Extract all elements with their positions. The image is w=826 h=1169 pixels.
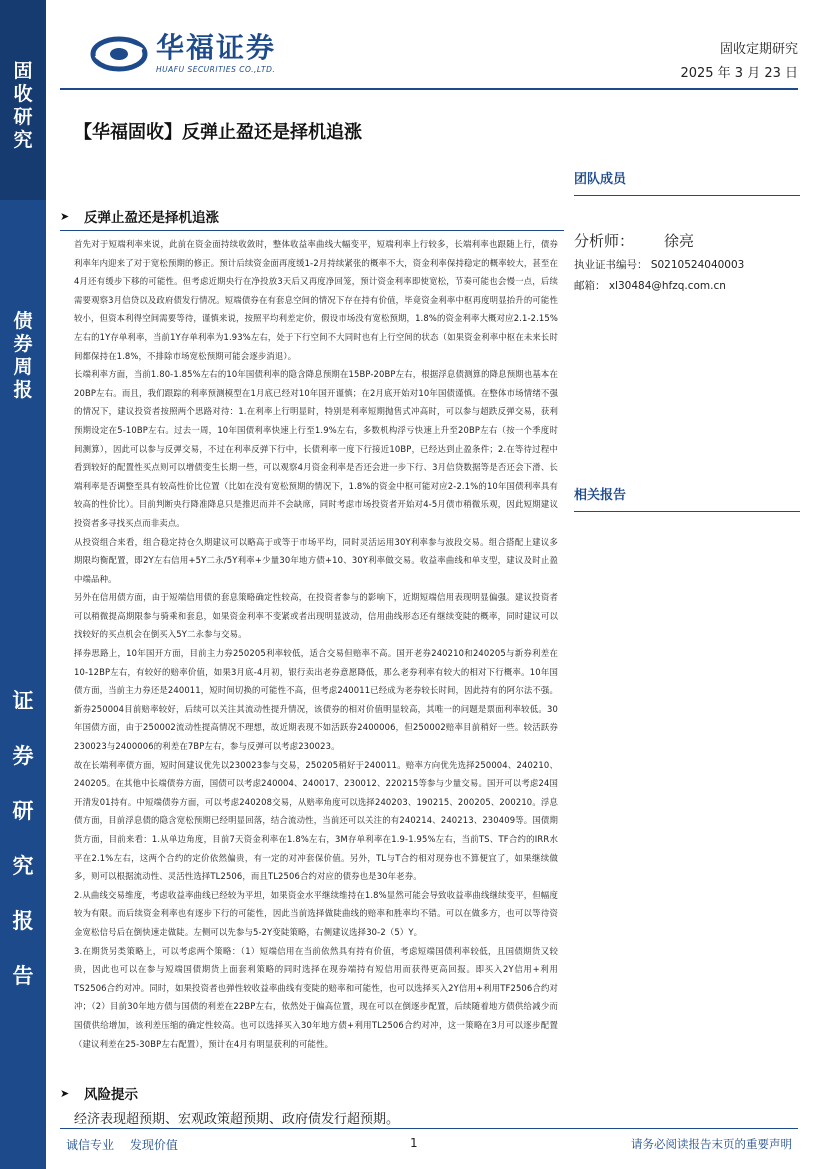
logo-english-name: HUAFU SECURITIES CO.,LTD. (156, 65, 276, 74)
report-date: 2025 年 3 月 23 日 (680, 66, 798, 81)
team-heading: 团队成员 (574, 168, 800, 196)
logo-swirl-icon (90, 34, 148, 74)
paragraph: 另外在信用债方面，由于短端信用债的套息策略确定性较高，在投资者参与的影响下，近期短端信用表现明显偏强。建议投资者可以稍微提高期限参与骑乘和套息，如果资金利率不变紧或者出现明显波动，信用曲线形态还有继续变陡的概率，同时建议可以找较好的买点机会在倒买入5Y二永参与交易。 (74, 592, 558, 640)
paragraph: 首先对于短端利率来说，此前在资金面持续收敛时，整体收益率曲线大幅变平，短端利率上行较多，长端利率也跟随上行，债券利率年内迎来了对于宽松预期的修正。预计后续资金面再度缓1-2月持续紧张的概率不大，资金利率保持稳定的概率较大，甚至在4月还有缓步下移的可能性。但考虑近期央行在净投放3天后又再度净回笼，预计资金利率即使宽松，节奏可能也会慢一点，后续需要观察3月信贷以及政府债发行情况。短端债券在有套息空间的情况下存在持有价值，毕竟资金利率中枢再度明显抬升的可能性较小，但资本利得空间需要等待，谨慎来说，按照平均利差定价，假设市场没有宽松预期，1.8%的资金利率大概对应2.1-2.15%左右的1Y存单利率，当前1Y存单利率为1.93%左右，处于下行空间不大同时也有上行空间的状态（如果资金利率中枢在未来长时间都保持在1.8%，不排除市场宽松预期可能会逐步消退）。 (74, 239, 558, 361)
sidebar-label-bond-weekly: 债 券 周 报 (13, 310, 33, 401)
analyst-email[interactable]: 邮箱： xl30484@hfzq.com.cn (574, 280, 726, 292)
risk-heading (60, 1083, 564, 1103)
analyst-certificate: 执业证书编号： S0210524040003 (574, 259, 745, 271)
main-section (60, 206, 564, 1053)
footer-slogan: 诚信专业 发现价值 (66, 1138, 178, 1152)
page-number: 1 (410, 1136, 418, 1150)
sidebar-label-research-report: 证 券 研 究 报 告 (12, 688, 34, 988)
paragraph: 2.从曲线交易维度，考虑收益率曲线已经较为平坦，如果资金水平继续维持在1.8%显然可能会导致收益率曲线继续变平，但幅度较为有限。而后续资金利率也有逐步下行的可能性，因此当前选择做陡曲线的赔率和胜率均不错。可以在做多方，也可以等待资金宽松信号后在倒快速走做陡。左侧可以先参与5-2Y变陡策略，右侧建议选择30-2（5）Y。 (74, 889, 558, 937)
company-logo (90, 31, 277, 74)
arrow-bullet-icon: ➤ (60, 209, 70, 223)
report-category: 固收定期研究 (719, 42, 798, 57)
header-divider (60, 88, 798, 90)
paragraph: 从投资组合来看，组合稳定持仓久期建议可以略高于或等于市场平均，同时灵活运用30Y利率参与波段交易。组合搭配上建议多期限均衡配置，即2Y左右信用+5Y二永/5Y利率+少量30年地方债+10、30Y利率做交易。收益率曲线和单支型，建议及时止盈中端品种。 (74, 536, 558, 584)
section-heading-text: 反弹止盈还是择机追涨 (84, 210, 219, 226)
analyst-row (574, 230, 800, 251)
footer-disclaimer: 请务必阅读报告末页的重要声明 (631, 1137, 792, 1151)
sidebar-label-fixed-income: 固 收 研 究 (13, 60, 33, 151)
arrow-bullet-icon: ➤ (60, 1086, 70, 1100)
risk-section (60, 1083, 564, 1127)
analyst-label: 分析师： (574, 232, 635, 250)
risk-text: 经济表现超预期、宏观政策超预期、政府债发行超预期。 (74, 1112, 400, 1127)
report-title: 【华福固收】反弹止盈还是择机追涨 (74, 122, 362, 143)
paragraph: 3.在期货另类策略上，可以考虑两个策略：（1）短端信用在当前依然具有持有价值，考虑短端国债利率较低，且国债期货又较贵，因此也可以在参与短端国债期货上面套利策略的同时选择在现券端持有短信用而获得更高回报。即买入2Y信用+利用TS2506合约对冲。同时，如果投资者也弹性较收益率曲线有变陡的赔率和可能性，也可以选择买入2Y信用+利用TF2506合约对冲；（2）目前30年地方债与国债的利差在22BP左右，依然处于偏高位置，现在可以在倒逐步配置，后续随着地方债供给减少而国债供给增加，该利差压缩的确定性较高。也可以选择买入30年地方债+利用TL2506合约对冲，这一策略在3月可以逐步配置（建议利差在25-30BP左右配置），预计在4月有明显获利的可能性。 (74, 945, 559, 1049)
related-reports-panel (574, 484, 800, 512)
logo-chinese-name: 华福证券 (156, 31, 277, 64)
paragraph: 长端利率方面，当前1.80-1.85%左右的10年国债利率的隐含降息预期在15BP-20BP左右，根据浮息债测算的降息预期也基本在20BP左右。而且，我们跟踪的利率预测模型在1月底已经对10年国开谨慎；在2月底开始对10年国债谨慎。在整体市场情绪不强的情况下，建议投资者按照两个思路对待：1.在利率上行明显时，特别是利率短期抛售式冲高时，可以参与超跌反弹交易，获利预期设定在5-10BP左右。过去一周，10年国债利率快速上行至1.9%左右，多数机构浮亏快速上升至20BP左右（按一个季度时间测算），因此可以参与反弹交易，不过在利率反弹下行中，长债利率一度下行接近10BP，已经达到止盈条件；2.在等待过程中看到较好的配置性买点则可以增债变生长期一些，可以观察4月资金利率是否还会进一步下行、3月信贷数据等是否还会下滑、长端利率是否调整至具有较高性价比位置（比如在没有宽松预期的情况下，1.8%的资金中枢可能对应2-2.1%的10年国债利率具有较高的性价比）。目前判断央行降准降息只是推迟而并不会缺席，同时考虑市场投资者开始对4-5月债市稍微乐观，因此短期建议投资者多寻找买点而非卖点。 (74, 369, 558, 528)
footer-divider (60, 1128, 798, 1129)
related-reports-heading: 相关报告 (574, 484, 800, 512)
paragraph: 故在长端利率债方面，短时间建议优先以230023参与交易，250205稍好于240011。赔率方向优先选择250004、240210、240205。在其他中长端债券方面，国债可以考虑240004、240017、230012、220215等参与少量交易。国开可以考虑24国开清发01持有。中短端债券方面，可以考虑240208交易，从赔率角度可以选择240203、190215、200205、200210。浮息债方面，目前浮息债的隐含宽松预期已经明显回落，结合流动性，当前还可以关注的有240214、240213、230409等。国债期货方面，目前来看：1.从单边角度，目前7天资金利率在1.8%左右，3M存单利率在1.9-1.95%左右，当前TS、TF合约的IRR水平在2.1%左右，这两个合约的定价依然偏贵，有一定的对冲套保价值。另外，TL与T合约相对现券也不算便宜了，如果继续做多，则可以根据流动性、灵活性选择TL2506，而且TL2506合约对应的债券也是30年老券。 (74, 759, 558, 882)
header-meta (680, 38, 798, 86)
risk-heading-text: 风险提示 (84, 1087, 138, 1103)
paragraph: 择券思路上，10年国开方面，目前主力券250205利率较低，适合交易但赔率不高。国开老券240210和240205与新券利差在10-12BP左右，有较好的赔率价值，如果3月底-4月初，银行卖出老券意愿降低，那么老券利率有较大的相对下行概率。10年国债方面，当前主力券还是240011，短时间切换的可能性不高，但考虑240011已经成为老券较长时间，因此持有的阿尔法不强。新券250004目前赔率较好，后续可以关注其流动性提升情况，该债券的相对价值明显较高，其唯一的问题是票面利率较低。30年国债方面，由于250002流动性提高情况不理想，故近期表现不如活跃券2400006，但250002赔率目前稍好一些。较活跃券230023与2400006的利差在7BP左右，参与反弹可以考虑230023。 (74, 648, 558, 752)
section-heading (60, 206, 564, 231)
analyst-name: 徐亮 (664, 232, 695, 250)
section-body (60, 231, 564, 1053)
team-panel (574, 168, 800, 293)
